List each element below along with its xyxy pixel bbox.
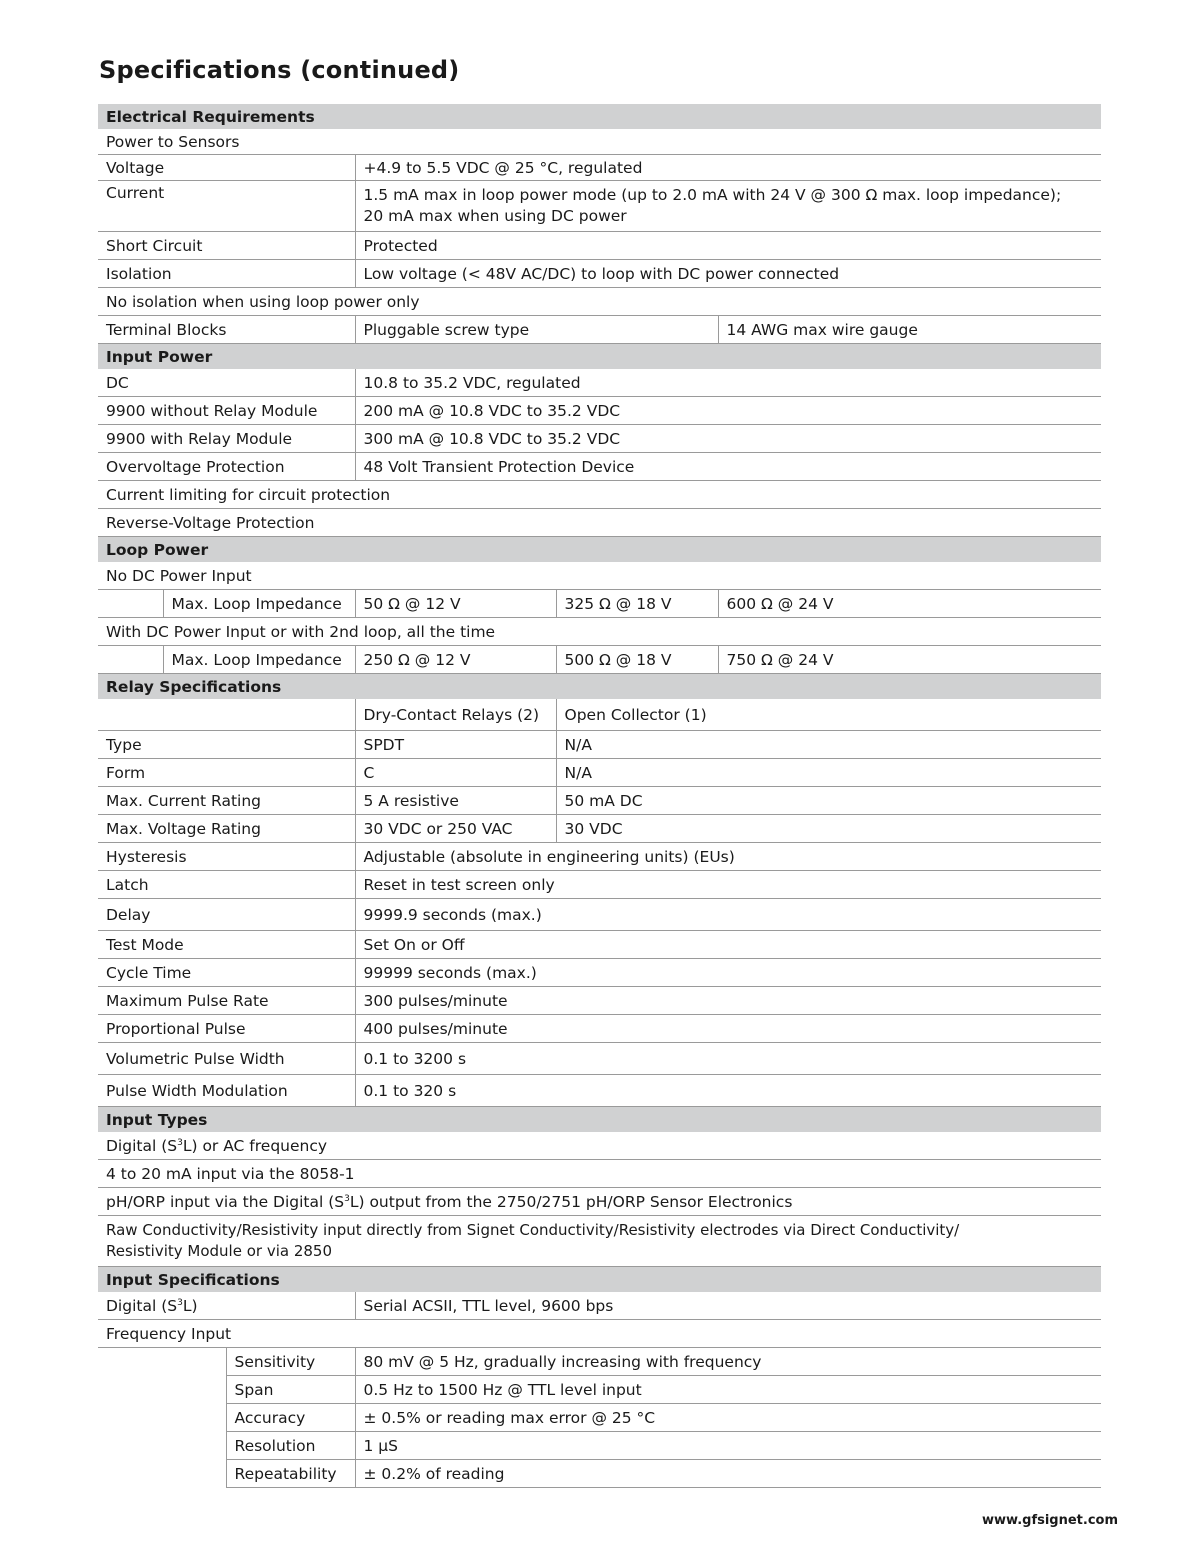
indent-cell: [98, 1348, 226, 1376]
table-row: [98, 181, 1101, 232]
row-label: Current limiting for circuit protection: [98, 481, 1101, 509]
row-value: N/A: [556, 731, 1101, 759]
row-label: Maximum Pulse Rate: [98, 987, 355, 1015]
table-row: [98, 731, 1101, 759]
row-label: Accuracy: [226, 1404, 355, 1432]
table-row: [98, 129, 1101, 155]
row-value: 0.1 to 3200 s: [355, 1043, 1101, 1075]
row-label: [98, 1292, 355, 1320]
row-label: [98, 1188, 1101, 1216]
table-row: [98, 590, 1101, 618]
superscript: 3: [344, 1193, 350, 1204]
row-label: Max. Voltage Rating: [98, 815, 355, 843]
row-value: 30 VDC: [556, 815, 1101, 843]
superscript: 3: [177, 1137, 183, 1148]
table-row: [98, 1348, 1101, 1376]
row-value: 500 Ω @ 18 V: [556, 646, 718, 674]
table-row: [98, 959, 1101, 987]
section-heading: Input Types: [98, 1107, 1101, 1133]
row-value: Protected: [355, 232, 1101, 260]
specifications-table: [98, 104, 1101, 1488]
table-row: [98, 369, 1101, 397]
table-row: [98, 1320, 1101, 1348]
row-label: Resolution: [226, 1432, 355, 1460]
table-row: [98, 1376, 1101, 1404]
superscript: 3: [177, 1297, 183, 1308]
row-value: 14 AWG max wire gauge: [718, 316, 1101, 344]
row-label: Current: [98, 181, 355, 232]
table-row: [98, 1460, 1101, 1488]
section-heading: Loop Power: [98, 537, 1101, 563]
section-relay-specifications: [98, 674, 1101, 700]
section-input-specifications: [98, 1267, 1101, 1293]
row-label: With DC Power Input or with 2nd loop, all the time: [98, 618, 1101, 646]
indent-cell: [98, 1376, 226, 1404]
table-row: [98, 1188, 1101, 1216]
row-value: +4.9 to 5.5 VDC @ 25 °C, regulated: [355, 155, 1101, 181]
row-label: Sensitivity: [226, 1348, 355, 1376]
row-label: Span: [226, 1376, 355, 1404]
row-label: Isolation: [98, 260, 355, 288]
row-value: 750 Ω @ 24 V: [718, 646, 1101, 674]
column-header: Dry-Contact Relays (2): [355, 699, 556, 731]
table-row: [98, 1015, 1101, 1043]
text-part: L) or AC frequency: [182, 1136, 328, 1155]
indent-cell: [98, 590, 163, 618]
row-value: Adjustable (absolute in engineering units) (EUs): [355, 843, 1101, 871]
row-value: Serial ACSII, TTL level, 9600 bps: [355, 1292, 1101, 1320]
row-label: Reverse-Voltage Protection: [98, 509, 1101, 537]
indent-cell: [98, 646, 163, 674]
table-row: [98, 425, 1101, 453]
row-label: Delay: [98, 899, 355, 931]
row-label: 9900 without Relay Module: [98, 397, 355, 425]
row-label: [98, 1132, 1101, 1160]
row-label: 9900 with Relay Module: [98, 425, 355, 453]
table-row: [98, 1292, 1101, 1320]
row-label: Voltage: [98, 155, 355, 181]
table-row: [98, 232, 1101, 260]
row-value: 0.5 Hz to 1500 Hz @ TTL level input: [355, 1376, 1101, 1404]
row-value: [355, 181, 1101, 232]
row-value: 9999.9 seconds (max.): [355, 899, 1101, 931]
row-value: 99999 seconds (max.): [355, 959, 1101, 987]
table-row: [98, 1216, 1101, 1267]
table-row: [98, 397, 1101, 425]
section-electrical-requirements: [98, 104, 1101, 129]
table-row: [98, 987, 1101, 1015]
row-value: 300 pulses/minute: [355, 987, 1101, 1015]
raw-line-1: Raw Conductivity/Resistivity input directly from Signet Conductivity/Resistivity electrodes via Direct Conductivity/: [106, 1221, 960, 1239]
row-label: Power to Sensors: [98, 129, 1101, 155]
row-value: 325 Ω @ 18 V: [556, 590, 718, 618]
row-label: Hysteresis: [98, 843, 355, 871]
row-value: Low voltage (< 48V AC/DC) to loop with DC power connected: [355, 260, 1101, 288]
table-header-row: [98, 699, 1101, 731]
table-row: [98, 646, 1101, 674]
text-part: L): [182, 1296, 198, 1315]
row-label: Type: [98, 731, 355, 759]
table-row: [98, 562, 1101, 590]
text-part: pH/ORP input via the Digital (S: [106, 1192, 345, 1211]
table-row: [98, 155, 1101, 181]
page-title: Specifications (continued): [99, 56, 460, 84]
row-value: 600 Ω @ 24 V: [718, 590, 1101, 618]
row-label: No isolation when using loop power only: [98, 288, 1101, 316]
row-label: Frequency Input: [98, 1320, 1101, 1348]
row-value: 50 mA DC: [556, 787, 1101, 815]
table-row: [98, 1132, 1101, 1160]
row-value: 400 pulses/minute: [355, 1015, 1101, 1043]
table-row: [98, 260, 1101, 288]
row-value: 0.1 to 320 s: [355, 1075, 1101, 1107]
table-row: [98, 1075, 1101, 1107]
row-label: 4 to 20 mA input via the 8058-1: [98, 1160, 1101, 1188]
row-label: Terminal Blocks: [98, 316, 355, 344]
current-line-1: 1.5 mA max in loop power mode (up to 2.0 mA with 24 V @ 300 Ω max. loop impedance);: [363, 186, 1062, 204]
row-value: 250 Ω @ 12 V: [355, 646, 556, 674]
row-value: 200 mA @ 10.8 VDC to 35.2 VDC: [355, 397, 1101, 425]
column-header: Open Collector (1): [556, 699, 1101, 731]
table-row: [98, 1160, 1101, 1188]
empty-cell: [98, 699, 355, 731]
row-label: Short Circuit: [98, 232, 355, 260]
row-label: Repeatability: [226, 1460, 355, 1488]
indent-cell: [98, 1404, 226, 1432]
row-value: N/A: [556, 759, 1101, 787]
row-value: Reset in test screen only: [355, 871, 1101, 899]
row-value: 30 VDC or 250 VAC: [355, 815, 556, 843]
indent-cell: [98, 1432, 226, 1460]
section-heading: Relay Specifications: [98, 674, 1101, 700]
row-value: 80 mV @ 5 Hz, gradually increasing with frequency: [355, 1348, 1101, 1376]
current-line-2: 20 mA max when using DC power: [363, 207, 627, 225]
row-value: C: [355, 759, 556, 787]
table-row: [98, 1043, 1101, 1075]
row-value: Pluggable screw type: [355, 316, 718, 344]
row-value: SPDT: [355, 731, 556, 759]
row-label: Cycle Time: [98, 959, 355, 987]
table-row: [98, 899, 1101, 931]
section-input-power: [98, 344, 1101, 370]
row-value: 10.8 to 35.2 VDC, regulated: [355, 369, 1101, 397]
website-link[interactable]: www.gfsignet.com: [982, 1513, 1119, 1528]
row-label: Test Mode: [98, 931, 355, 959]
table-row: [98, 1404, 1101, 1432]
section-input-types: [98, 1107, 1101, 1133]
raw-line-2: Resistivity Module or via 2850: [106, 1242, 332, 1260]
row-label: Overvoltage Protection: [98, 453, 355, 481]
table-row: [98, 509, 1101, 537]
table-row: [98, 481, 1101, 509]
table-row: [98, 759, 1101, 787]
row-label: Max. Current Rating: [98, 787, 355, 815]
section-heading: Electrical Requirements: [98, 104, 1101, 129]
row-value: 300 mA @ 10.8 VDC to 35.2 VDC: [355, 425, 1101, 453]
table-row: [98, 1432, 1101, 1460]
row-value: 1 µS: [355, 1432, 1101, 1460]
row-value: ± 0.5% or reading max error @ 25 °C: [355, 1404, 1101, 1432]
table-row: [98, 871, 1101, 899]
section-heading: Input Specifications: [98, 1267, 1101, 1293]
row-value: 50 Ω @ 12 V: [355, 590, 556, 618]
table-row: [98, 815, 1101, 843]
row-label: DC: [98, 369, 355, 397]
row-label: Volumetric Pulse Width: [98, 1043, 355, 1075]
text-part: Digital (S: [106, 1296, 178, 1315]
table-row: [98, 787, 1101, 815]
table-row: [98, 316, 1101, 344]
row-value: Set On or Off: [355, 931, 1101, 959]
section-loop-power: [98, 537, 1101, 563]
table-row: [98, 843, 1101, 871]
row-label: Max. Loop Impedance: [163, 590, 355, 618]
table-row: [98, 288, 1101, 316]
section-heading: Input Power: [98, 344, 1101, 370]
text-part: L) output from the 2750/2751 pH/ORP Sensor Electronics: [349, 1192, 793, 1211]
row-label: Pulse Width Modulation: [98, 1075, 355, 1107]
text-part: Digital (S: [106, 1136, 178, 1155]
row-value: ± 0.2% of reading: [355, 1460, 1101, 1488]
row-label: [98, 1216, 1101, 1267]
table-row: [98, 931, 1101, 959]
row-value: 5 A resistive: [355, 787, 556, 815]
row-label: Form: [98, 759, 355, 787]
row-label: Proportional Pulse: [98, 1015, 355, 1043]
indent-cell: [98, 1460, 226, 1488]
table-row: [98, 618, 1101, 646]
row-value: 48 Volt Transient Protection Device: [355, 453, 1101, 481]
row-label: Latch: [98, 871, 355, 899]
table-row: [98, 453, 1101, 481]
row-label: No DC Power Input: [98, 562, 1101, 590]
row-label: Max. Loop Impedance: [163, 646, 355, 674]
